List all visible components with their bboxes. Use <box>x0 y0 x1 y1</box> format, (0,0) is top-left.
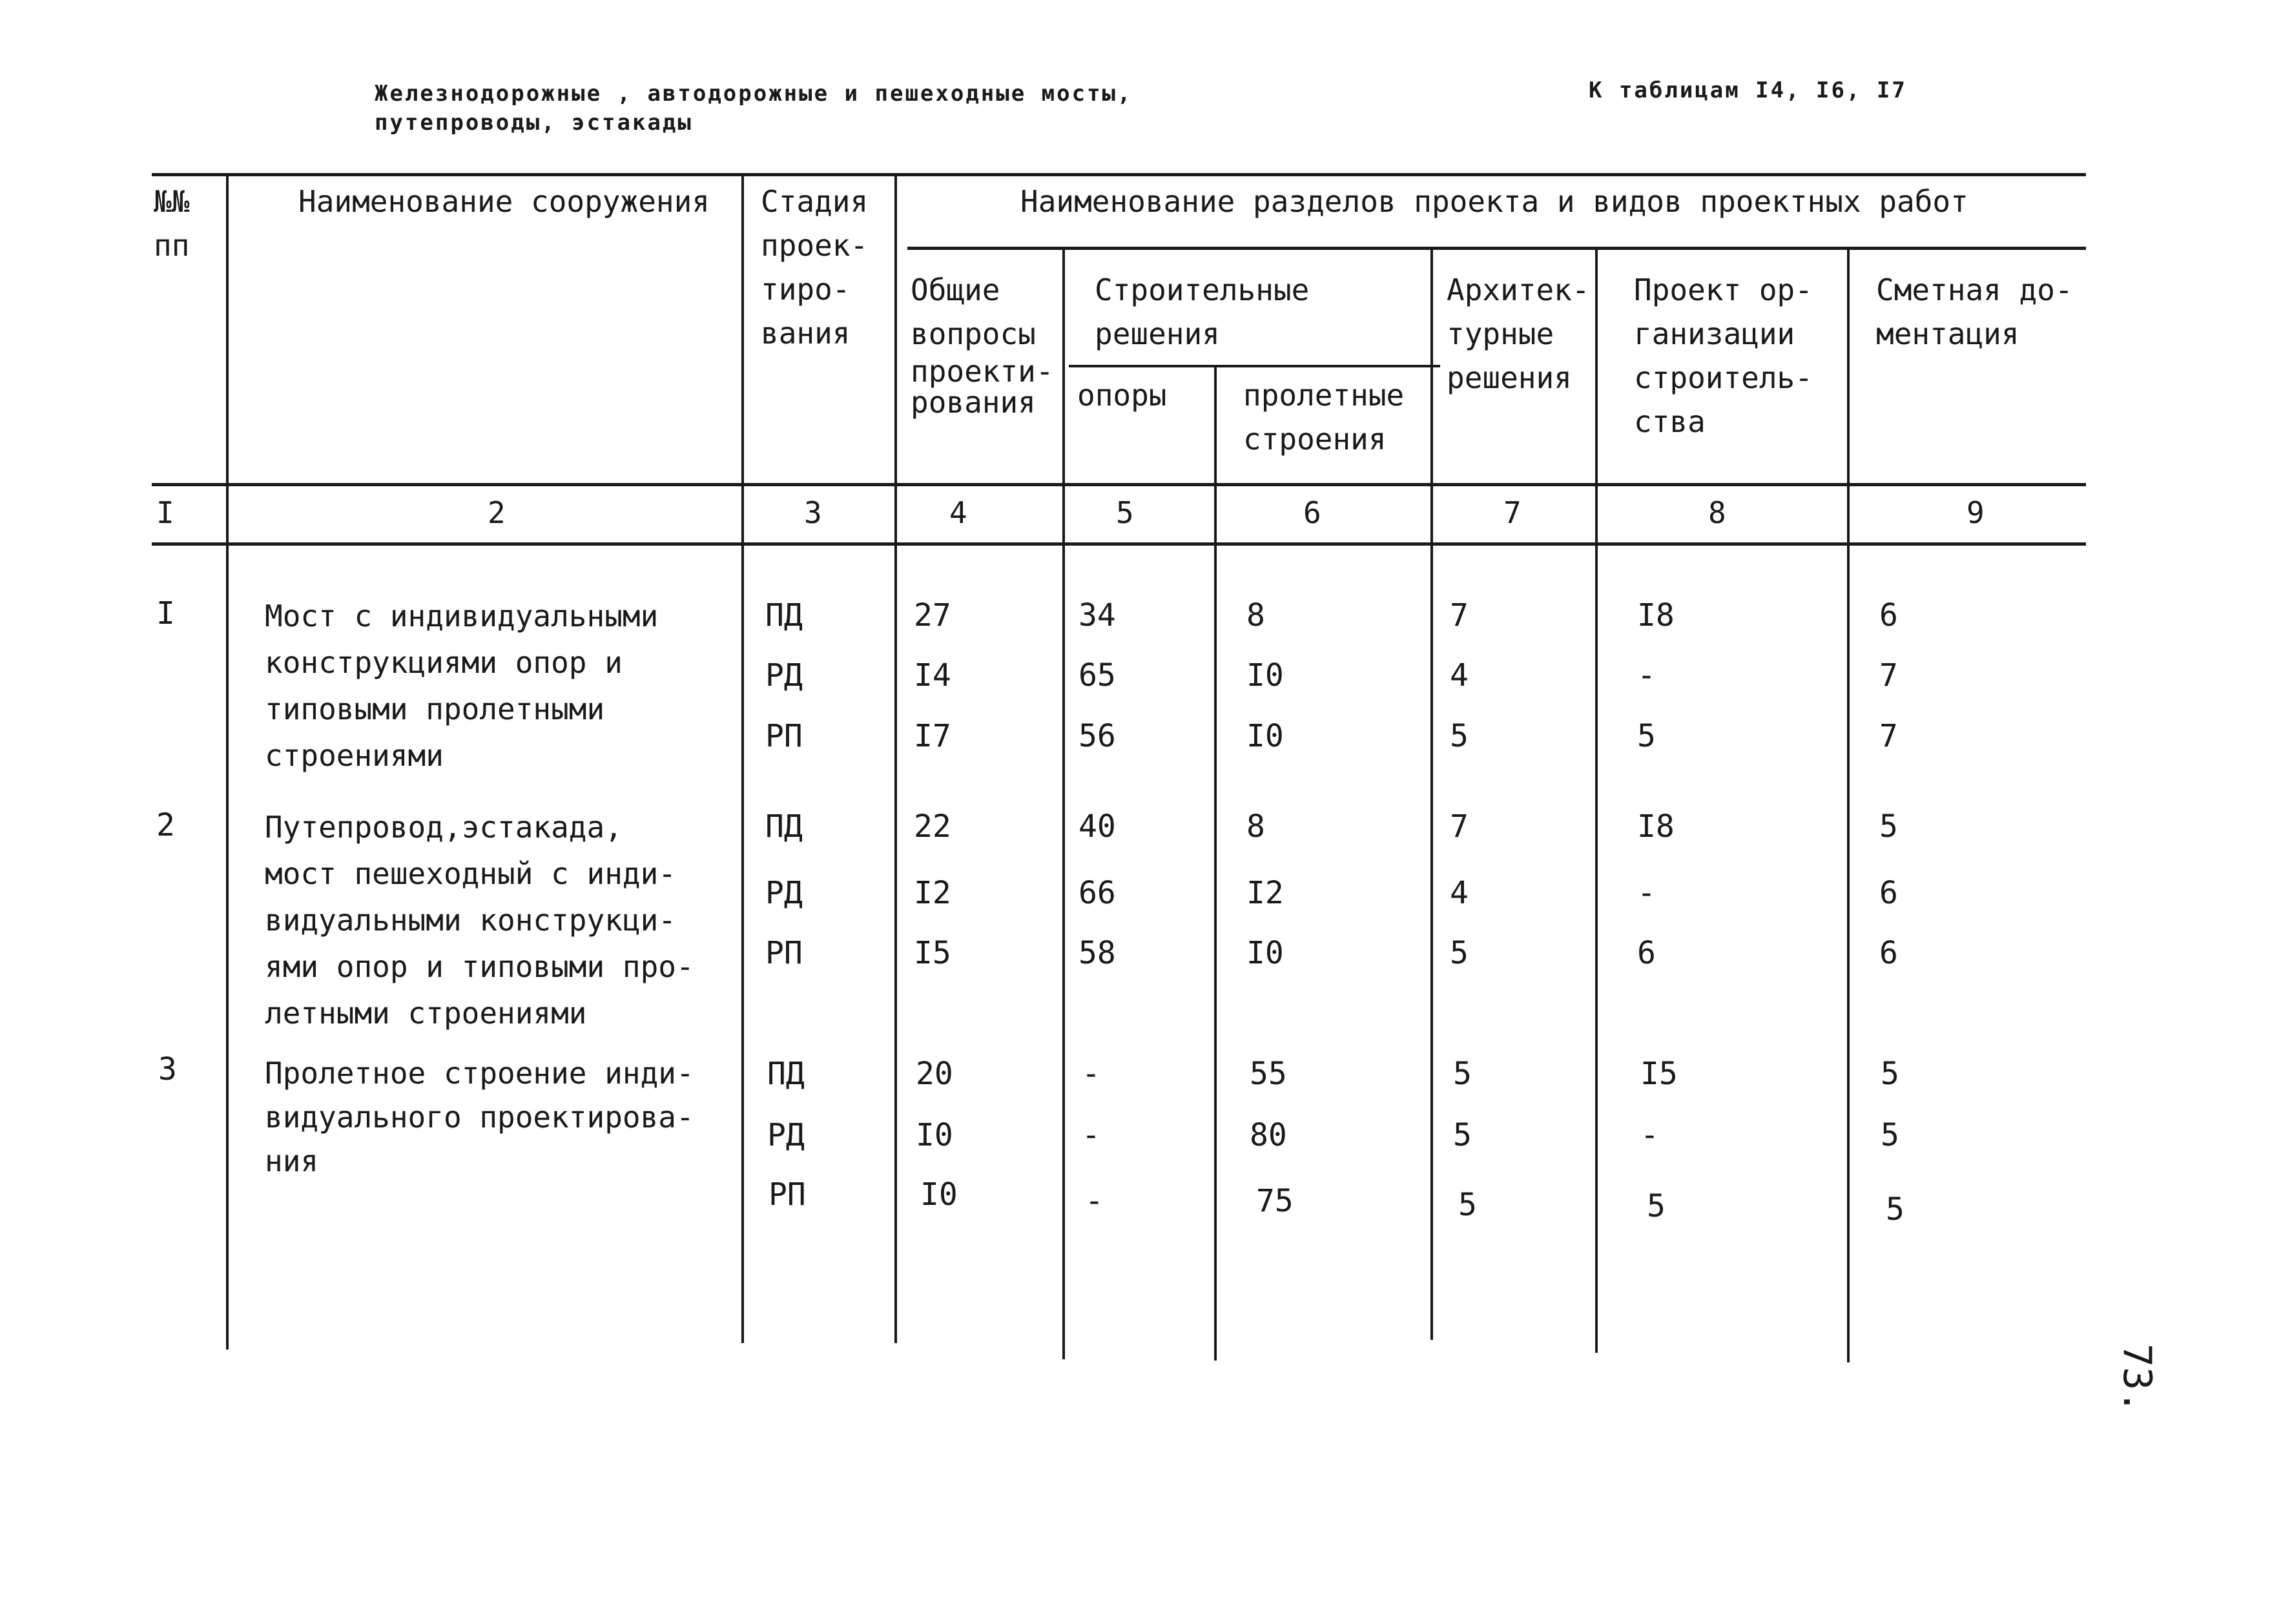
sections-header-rule <box>907 247 2086 250</box>
value-cell: 5 <box>1881 1056 1899 1092</box>
value-cell: 6 <box>1879 935 1898 971</box>
value-cell: - <box>1085 1183 1104 1219</box>
header-stage <box>761 180 868 355</box>
value-cell: 5 <box>1886 1191 1904 1228</box>
value-cell: 7 <box>1450 808 1469 845</box>
value-cell: 80 <box>1250 1117 1287 1153</box>
col-numbers-bottom-rule <box>152 542 2086 546</box>
header-name: Наименование сооружения <box>298 184 710 219</box>
value-cell: I5 <box>914 935 951 971</box>
value-cell: 8 <box>1246 808 1265 845</box>
value-cell: - <box>1637 875 1656 911</box>
row-name-line: ния <box>265 1144 319 1178</box>
document-title-line2: путепроводы, эстакады <box>375 110 693 136</box>
header-stage-line: проек- <box>761 228 869 263</box>
value-cell: - <box>1640 1117 1659 1153</box>
header-construction-line: Строительные <box>1095 272 1310 307</box>
value-cell: I0 <box>916 1117 953 1153</box>
header-organization <box>1634 268 1813 444</box>
page-number: 73. <box>2114 1343 2160 1414</box>
row-number: 2 <box>156 807 175 843</box>
value-cell: I7 <box>914 718 951 754</box>
row-name <box>265 1051 694 1183</box>
header-supports: опоры <box>1077 378 1167 413</box>
row-number: 3 <box>158 1051 177 1087</box>
row-name-line: ями опор и типовыми про- <box>265 949 694 984</box>
value-cell: 65 <box>1079 657 1116 694</box>
header-organization-line: ства <box>1634 404 1706 439</box>
header-estimate-line: Сметная до- <box>1876 272 2073 307</box>
header-bottom-rule <box>152 483 2086 486</box>
value-cell: 5 <box>1647 1188 1666 1224</box>
value-cell: 8 <box>1246 597 1265 633</box>
stage-cell: РД <box>765 657 803 694</box>
value-cell: - <box>1637 657 1656 694</box>
header-construction <box>1095 268 1309 356</box>
value-cell: 5 <box>1450 935 1469 971</box>
header-stage-line: тиро- <box>761 272 851 307</box>
col-number-2: 2 <box>488 495 506 530</box>
header-organization-line: строитель- <box>1634 360 1813 395</box>
header-num <box>154 180 189 267</box>
value-cell: 7 <box>1450 597 1469 633</box>
header-architecture <box>1447 268 1590 400</box>
value-cell: I4 <box>914 657 951 694</box>
stage-cell: ПД <box>767 1056 805 1092</box>
header-stage-line: Стадия <box>761 184 869 219</box>
value-cell: I2 <box>914 875 951 911</box>
col-number-4: 4 <box>949 495 967 530</box>
col-number-1: I <box>156 495 174 530</box>
col-number-3: 3 <box>804 495 822 530</box>
header-general <box>911 268 1054 418</box>
value-cell: 5 <box>1453 1056 1472 1092</box>
table-reference: К таблицам I4, I6, I7 <box>1589 77 1907 103</box>
value-cell: 75 <box>1256 1183 1294 1219</box>
stage-cell: РП <box>765 718 803 754</box>
col-divider-1 <box>226 174 229 1350</box>
header-construction-line: решения <box>1095 316 1220 351</box>
value-cell: I8 <box>1637 808 1675 845</box>
header-spans <box>1243 373 1404 461</box>
value-cell: 20 <box>916 1056 953 1092</box>
value-cell: I0 <box>1246 718 1284 754</box>
row-name-line: летными строениями <box>265 996 587 1031</box>
value-cell: 40 <box>1079 808 1116 845</box>
col-divider-2 <box>741 174 744 1343</box>
value-cell: I0 <box>1246 657 1284 694</box>
header-architecture-line: решения <box>1447 360 1572 395</box>
value-cell: 4 <box>1450 875 1469 911</box>
value-cell: 66 <box>1079 875 1116 911</box>
header-architecture-line: Архитек- <box>1447 272 1590 307</box>
row-name-line: Пролетное строение инди- <box>265 1056 694 1091</box>
row-name-line: типовыми пролетными <box>265 692 605 726</box>
header-general-line: проекти- <box>911 354 1054 389</box>
row-name <box>265 593 658 779</box>
stage-cell: РД <box>767 1117 805 1153</box>
value-cell: 34 <box>1079 597 1116 633</box>
row-name-line: Мост с индивидуальными <box>265 599 659 633</box>
header-spans-line: пролетные <box>1243 378 1405 413</box>
col-number-7: 7 <box>1503 495 1522 530</box>
value-cell: 5 <box>1881 1117 1899 1153</box>
row-name <box>265 804 694 1036</box>
value-cell: 7 <box>1879 718 1898 754</box>
header-general-line: рования <box>911 385 1036 420</box>
col-divider-7 <box>1595 249 1598 1353</box>
value-cell: 22 <box>914 808 951 845</box>
value-cell: 6 <box>1879 875 1898 911</box>
header-architecture-line: турные <box>1447 316 1554 351</box>
stage-cell: РП <box>769 1177 806 1213</box>
value-cell: 5 <box>1450 718 1469 754</box>
stage-cell: РД <box>765 875 803 911</box>
value-cell: 4 <box>1450 657 1469 694</box>
header-organization-line: ганизации <box>1634 316 1795 351</box>
header-general-line: вопросы <box>911 316 1036 351</box>
value-cell: I5 <box>1640 1056 1678 1092</box>
value-cell: I2 <box>1246 875 1284 911</box>
header-organization-line: Проект ор- <box>1634 272 1813 307</box>
col-divider-3 <box>894 174 897 1343</box>
value-cell: 55 <box>1250 1056 1287 1092</box>
header-sections: Наименование разделов проекта и видов проектных работ <box>1020 184 1968 219</box>
value-cell: 5 <box>1458 1187 1477 1223</box>
row-name-line: конструкциями опор и <box>265 645 623 680</box>
col-divider-8 <box>1847 249 1850 1362</box>
value-cell: 7 <box>1879 657 1898 694</box>
value-cell: 5 <box>1637 718 1656 754</box>
document-title-line1: Железнодорожные , автодорожные и пешеходные мосты, <box>375 81 1133 107</box>
stage-cell: РП <box>765 935 803 971</box>
col-number-8: 8 <box>1708 495 1726 530</box>
value-cell: - <box>1082 1117 1100 1153</box>
value-cell: I8 <box>1637 597 1675 633</box>
row-number: I <box>156 595 175 632</box>
row-name-line: видуальными конструкци- <box>265 903 676 938</box>
value-cell: 6 <box>1879 597 1898 633</box>
row-name-line: видуального проектирова- <box>265 1100 694 1135</box>
header-num-line: №№ <box>154 184 190 219</box>
value-cell: I0 <box>920 1177 958 1213</box>
value-cell: 6 <box>1637 935 1656 971</box>
value-cell: - <box>1082 1056 1100 1092</box>
header-stage-line: вания <box>761 316 851 351</box>
table-top-rule <box>152 173 2086 176</box>
value-cell: 5 <box>1879 808 1898 845</box>
value-cell: 5 <box>1453 1117 1472 1153</box>
header-estimate-line: ментация <box>1876 316 2019 351</box>
construction-subheader-rule <box>1069 365 1440 367</box>
row-name-line: мост пешеходный с инди- <box>265 856 676 891</box>
col-divider-4 <box>1062 249 1065 1359</box>
row-name-line: Путепровод,эстакада, <box>265 810 623 845</box>
value-cell: I0 <box>1246 935 1284 971</box>
col-number-6: 6 <box>1303 495 1321 530</box>
value-cell: 58 <box>1079 935 1116 971</box>
header-general-line: Общие <box>911 272 1000 307</box>
header-num-line: пп <box>154 228 190 263</box>
stage-cell: ПД <box>765 597 803 633</box>
stage-cell: ПД <box>765 808 803 845</box>
col-divider-6 <box>1430 249 1433 1340</box>
col-number-9: 9 <box>1966 495 1985 530</box>
header-spans-line: строения <box>1243 422 1387 457</box>
row-name-line: строениями <box>265 738 444 773</box>
col-number-5: 5 <box>1116 495 1134 530</box>
value-cell: 27 <box>914 597 951 633</box>
header-estimate <box>1876 268 2073 356</box>
col-divider-5 <box>1214 366 1217 1361</box>
value-cell: 56 <box>1079 718 1116 754</box>
